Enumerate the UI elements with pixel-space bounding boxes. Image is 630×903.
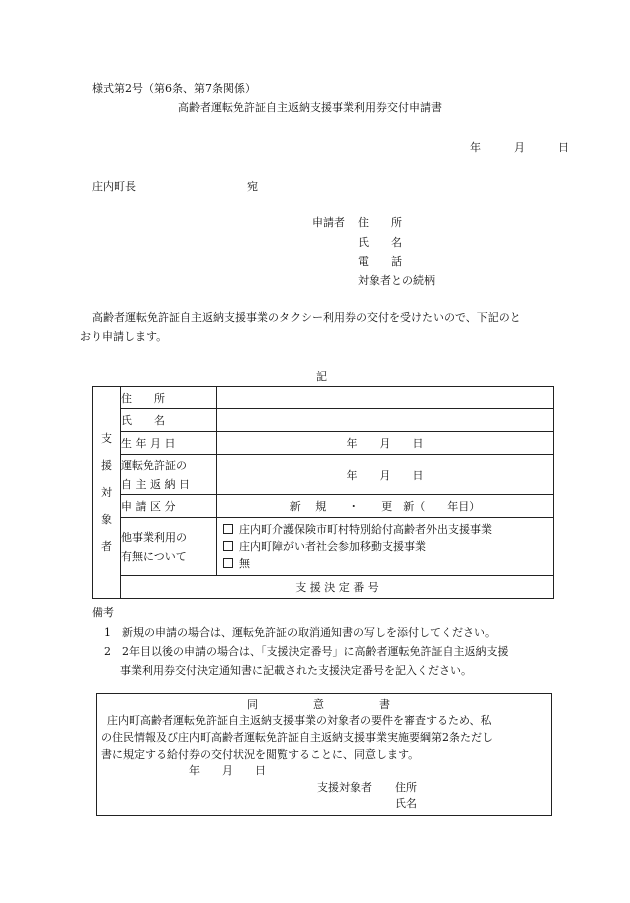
checkbox[interactable]	[223, 541, 233, 551]
consent-line3: 書に規定する給付券の交付状況を閲覧することに、同意します。	[101, 748, 420, 761]
ki-label: 記	[316, 370, 327, 383]
other-service-options	[217, 518, 554, 576]
birth-label: 生 年 月 日	[121, 432, 217, 455]
address-field[interactable]	[217, 387, 554, 409]
checkbox[interactable]	[223, 524, 233, 534]
decision-number-label: 支 援 決 定 番 号	[121, 576, 554, 599]
applicant-relation-label: 対象者との続柄	[358, 274, 435, 287]
remarks-item1: 1 新規の申請の場合は、運転免許証の取消通知書の写しを添付してください。	[104, 626, 496, 639]
consent-line1: 庄内町高齢者運転免許証自主返納支援事業の対象者の要件を審査するため、私	[107, 714, 492, 727]
applicant-phone-label: 電 話	[358, 255, 402, 268]
date-day: 日	[558, 141, 569, 154]
name-label: 氏 名	[121, 409, 217, 432]
consent-target-label: 支援対象者	[317, 781, 372, 794]
addressee-honorific: 宛	[247, 180, 258, 193]
remarks-heading: 備考	[92, 606, 114, 619]
applicant-table	[92, 386, 554, 599]
category-label: 申 請 区 分	[121, 495, 217, 518]
option-row[interactable]: 庄内町障がい者社会参加移動支援事業	[217, 538, 553, 555]
consent-box	[96, 693, 552, 816]
other-service-label: 他事業利用の 有無について	[121, 518, 217, 576]
body-text-line1: 高齢者運転免許証自主返納支援事業のタクシー利用券の交付を受けたいので、下記のと	[92, 311, 521, 324]
consent-title: 同 意 書	[247, 698, 390, 711]
option-row[interactable]: 無	[217, 555, 553, 572]
license-return-field[interactable]: 年 月 日	[217, 455, 554, 495]
checkbox[interactable]	[223, 558, 233, 568]
date-month: 月	[514, 141, 525, 154]
addressee-name: 庄内町長	[92, 180, 136, 193]
form-number: 様式第2号（第6条、第7条関係）	[92, 82, 256, 95]
consent-line2: の住民情報及び庄内町高齢者運転免許証自主返納支援事業実施要綱第2条ただし	[101, 731, 493, 744]
consent-name-label: 氏名	[395, 797, 417, 810]
applicant-address-label: 住 所	[358, 216, 402, 229]
date-line	[470, 139, 569, 155]
remarks-item2-line2: 事業利用券交付決定通知書に記載された支援決定番号を記入ください。	[120, 664, 472, 677]
remarks-item2-line1: 2 2年目以後の申請の場合は、「支援決定番号」に高齢者運転免許証自主返納支援	[104, 645, 509, 658]
option-row[interactable]: 庄内町介護保険市町村特別給付高齢者外出支援事業	[217, 521, 553, 538]
license-return-label: 運転免許証の 自 主 返 納 日	[121, 455, 217, 495]
birth-field[interactable]: 年 月 日	[217, 432, 554, 455]
address-label: 住 所	[121, 387, 217, 409]
date-year: 年	[470, 141, 481, 154]
body-text-line2: おり申請します。	[80, 330, 168, 343]
consent-address-label: 住所	[395, 781, 417, 794]
form-title: 高齢者運転免許証自主返納支援事業利用券交付申請書	[178, 101, 442, 114]
applicant-heading: 申請者	[312, 216, 345, 229]
category-field[interactable]: 新 規 ・ 更 新（ 年目）	[217, 495, 554, 518]
side-label: 支 援 対 象 者	[93, 387, 121, 599]
consent-date: 年 月 日	[189, 764, 266, 777]
name-field[interactable]	[217, 409, 554, 432]
applicant-name-label: 氏 名	[358, 236, 402, 249]
